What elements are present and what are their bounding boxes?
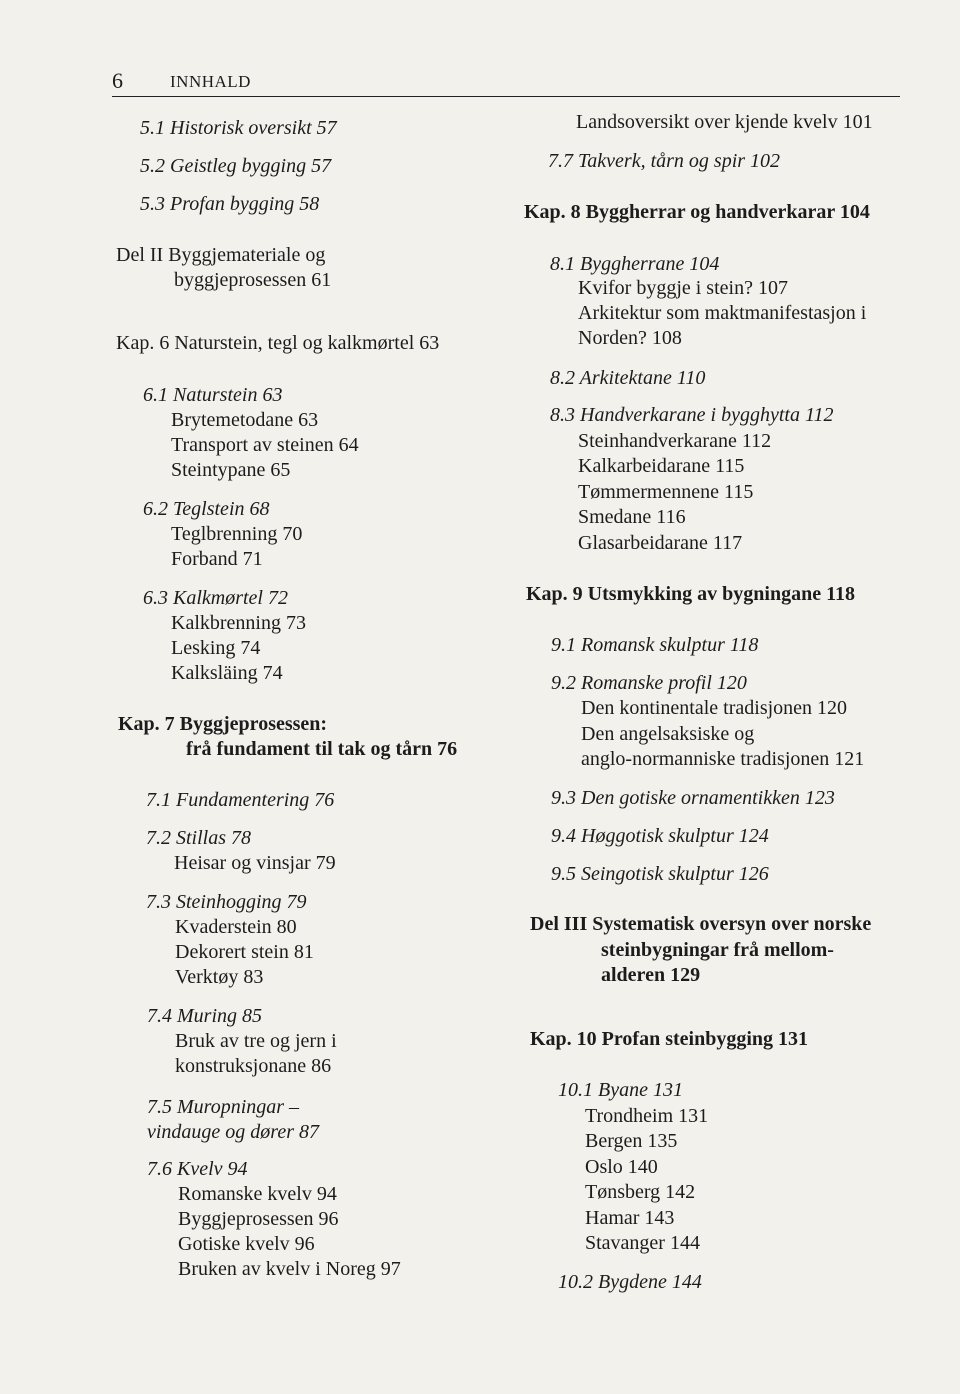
page-number: 6 <box>112 68 123 93</box>
toc-part-heading: byggjeprosessen 61 <box>174 269 332 291</box>
toc-subsection: Romanske kvelv 94 <box>178 1183 337 1205</box>
toc-subsection: Transport av steinen 64 <box>171 434 359 456</box>
toc-subsection: Stavanger 144 <box>585 1232 700 1254</box>
toc-subsection: Teglbrenning 70 <box>171 523 303 545</box>
toc-section: 6.2 Teglstein 68 <box>143 498 270 520</box>
toc-section: 9.1 Romansk skulptur 118 <box>551 634 759 656</box>
toc-subsection: Arkitektur som maktmanifestasjon i <box>578 302 867 324</box>
toc-subsection: Brytemetodane 63 <box>171 409 319 431</box>
toc-subsection: Smedane 116 <box>578 506 686 528</box>
toc-subsection: Hamar 143 <box>585 1207 675 1229</box>
toc-subsection: Steinhandverkarane 112 <box>578 430 772 452</box>
toc-chapter-heading: Kap. 7 Byggjeprosessen: <box>118 713 328 735</box>
toc-subsection: Bruken av kvelv i Noreg 97 <box>178 1258 401 1280</box>
toc-section: 7.7 Takverk, tårn og spir 102 <box>548 150 781 172</box>
toc-section: 7.2 Stillas 78 <box>146 827 252 849</box>
toc-section: 6.1 Naturstein 63 <box>143 384 283 406</box>
toc-section: 7.1 Fundamentering 76 <box>146 789 335 811</box>
toc-subsection: Trondheim 131 <box>585 1105 709 1127</box>
toc-subsection: Den kontinentale tradisjonen 120 <box>581 697 848 719</box>
toc-subsection: Tønsberg 142 <box>585 1181 696 1203</box>
toc-part-heading: steinbygningar frå mellom- <box>601 939 834 961</box>
toc-section: 9.4 Høggotisk skulptur 124 <box>551 825 769 847</box>
toc-chapter-heading: frå fundament til tak og tårn 76 <box>186 738 458 760</box>
toc-section: 7.5 Muropningar – <box>147 1096 300 1118</box>
toc-subsection: Verktøy 83 <box>175 966 264 988</box>
toc-subsection: anglo-normanniske tradisjonen 121 <box>581 748 865 770</box>
toc-chapter-heading: Kap. 10 Profan steinbygging 131 <box>530 1028 808 1050</box>
toc-section: 8.3 Handverkarane i bygghytta 112 <box>550 404 834 426</box>
toc-subsection: Kvaderstein 80 <box>175 916 297 938</box>
toc-subsection: Kalkbrenning 73 <box>171 612 306 634</box>
toc-subsection: Den angelsaksiske og <box>581 723 755 745</box>
toc-part-heading: Del III Systematisk oversyn over norske <box>530 913 872 935</box>
toc-chapter-heading: Kap. 6 Naturstein, tegl og kalkmørtel 63 <box>116 332 440 354</box>
toc-part-heading: alderen 129 <box>601 964 701 986</box>
toc-subsection: Steintypane 65 <box>171 459 291 481</box>
toc-section: 8.2 Arkitektane 110 <box>550 367 706 389</box>
toc-section: vindauge og dører 87 <box>147 1121 320 1143</box>
toc-section: 10.1 Byane 131 <box>558 1079 683 1101</box>
toc-section: 5.2 Geistleg bygging 57 <box>140 155 332 177</box>
toc-section: 6.3 Kalkmørtel 72 <box>143 587 288 609</box>
toc-subsection: Dekorert stein 81 <box>175 941 314 963</box>
toc-subsection: Kvifor byggje i stein? 107 <box>578 277 788 299</box>
toc-section: 7.6 Kvelv 94 <box>147 1158 248 1180</box>
page-header <box>112 66 900 97</box>
toc-section: 7.3 Steinhogging 79 <box>146 891 307 913</box>
toc-subsection: Forband 71 <box>171 548 263 570</box>
toc-section: 8.1 Byggherrane 104 <box>550 253 720 275</box>
toc-section: 9.2 Romanske profil 120 <box>551 672 747 694</box>
toc-section: 9.3 Den gotiske ornamentikken 123 <box>551 787 835 809</box>
toc-part-heading: Del II Byggjemateriale og <box>116 244 326 266</box>
toc-subsection: Heisar og vinsjar 79 <box>174 852 336 874</box>
toc-section: 5.3 Profan bygging 58 <box>140 193 320 215</box>
toc-subsection: Oslo 140 <box>585 1156 658 1178</box>
toc-subsection: Byggjeprosessen 96 <box>178 1208 339 1230</box>
toc-section: 7.4 Muring 85 <box>147 1005 262 1027</box>
toc-subsection: Gotiske kvelv 96 <box>178 1233 315 1255</box>
toc-section: 10.2 Bygdene 144 <box>558 1271 702 1293</box>
toc-chapter-heading: Kap. 9 Utsmykking av bygningane 118 <box>526 583 855 605</box>
toc-subsection: konstruksjonane 86 <box>175 1055 332 1077</box>
toc-section: 5.1 Historisk oversikt 57 <box>140 117 337 139</box>
toc-subsection: Bergen 135 <box>585 1130 678 1152</box>
toc-subsection: Tømmermennene 115 <box>578 481 754 503</box>
toc-section: 9.5 Seingotisk skulptur 126 <box>551 863 769 885</box>
toc-subsection: Lesking 74 <box>171 637 261 659</box>
running-title: INNHALD <box>170 72 251 91</box>
toc-subsection: Glasarbeidarane 117 <box>578 532 743 554</box>
toc-subsection: Norden? 108 <box>578 327 682 349</box>
toc-subsection: Kalksläing 74 <box>171 662 283 684</box>
toc-subsection: Kalkarbeidarane 115 <box>578 455 745 477</box>
toc-subsection: Landsoversikt over kjende kvelv 101 <box>576 111 873 133</box>
toc-chapter-heading: Kap. 8 Byggherrar og handverkarar 104 <box>524 201 870 223</box>
toc-subsection: Bruk av tre og jern i <box>175 1030 337 1052</box>
